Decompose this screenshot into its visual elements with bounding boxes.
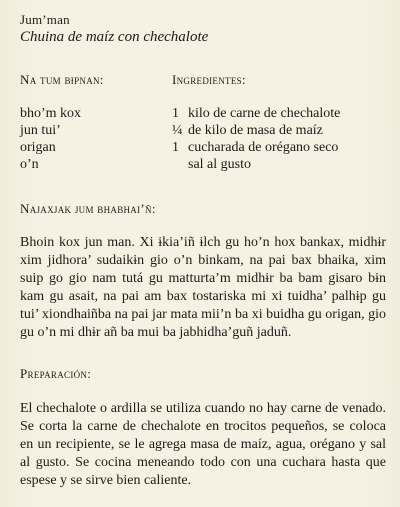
native-ingredient: origan (20, 140, 56, 155)
native-instructions-text: Bhoin kox jun man. Xi ɨkia’iñ ɨlch gu ho’n hox bankax, midhɨr xim jidhora’ sudaikɨn gio o’n binkam, na pai bax bhaika, xim suip go gio nam tutá gu matturta’m midhɨr ba bam gisaro bɨn kam gu asait, na pai am bax tostariska mi xi tuidha’ palhɨp gu tui’ xiondhaiñba na pai jar mata mii’n ba xi buidha gu origan, gio gu o’n mi dhɨr añ ba mui ba jabhidha’guñ jaduñ. (20, 235, 386, 340)
spanish-ingredient (172, 105, 386, 122)
native-instructions-heading: Najaxjak jum bhabhai’ñ: (20, 201, 156, 216)
native-ingredient: o’n (20, 157, 39, 172)
native-ingredient: bho’m kox (20, 106, 82, 121)
ingredient-quantity: 1 (172, 140, 179, 155)
ingredient-text: cucharada de orégano seco (188, 140, 339, 155)
spanish-ingredients-heading: Ingredientes: (172, 72, 246, 87)
native-ingredients-heading: Na tum bɨpnan: (20, 72, 104, 87)
spanish-ingredient (172, 122, 386, 139)
ingredient-quantity (172, 156, 188, 173)
spanish-ingredient (172, 139, 386, 156)
spanish-instructions-heading: Preparación: (20, 366, 92, 381)
native-ingredients-column (20, 72, 172, 173)
spanish-ingredient (172, 156, 386, 173)
recipe-subtitle: Chuina de maíz con chechalote (20, 29, 209, 45)
ingredient-text: de kilo de masa de maíz (188, 123, 323, 138)
spanish-instructions-text: El chechalote o ardilla se utiliza cuando no hay carne de venado. Se corta la carne de chechalote en trocitos pequeños, se coloca en un recipiente, se le agrega masa de maíz, agua, orégano y sal al gusto. Se cocina meneando todo con una cuchara hasta que espese y se sirve bien caliente. (20, 401, 386, 488)
ingredient-quantity: ¼ (172, 123, 183, 138)
ingredient-text: kilo de carne de chechalote (188, 106, 341, 121)
spanish-ingredients-column (172, 72, 386, 173)
native-ingredient: jun tui’ (20, 123, 61, 138)
ingredients-section (20, 72, 386, 173)
ingredient-quantity: 1 (172, 106, 179, 121)
ingredient-text: sal al gusto (188, 157, 251, 172)
recipe-title: Jum’man (20, 12, 70, 27)
